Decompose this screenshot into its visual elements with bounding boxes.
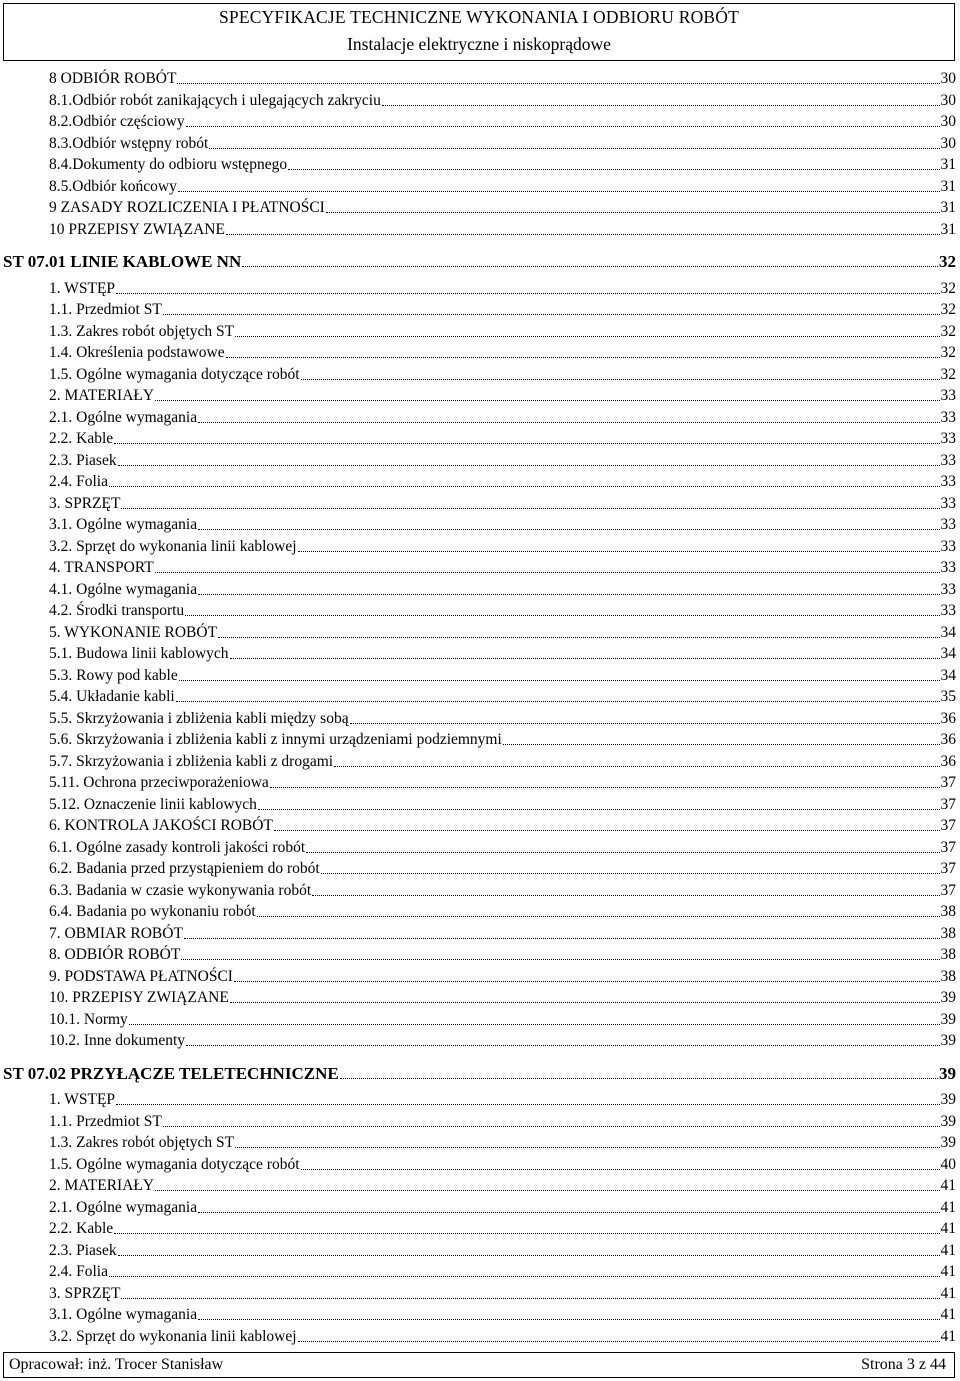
toc-entry-page: 37 (940, 795, 956, 813)
toc-entry-label: 8 ODBIÓR ROBÓT (49, 70, 177, 87)
toc-entry-label: 1.5. Ogólne wymagania dotyczące robót (49, 365, 300, 383)
toc-entry-page: 31 (940, 156, 956, 173)
toc-entry-page: 38 (940, 946, 956, 963)
toc-entry[interactable] (49, 772, 956, 792)
toc-entry-label: 8.4.Dokumenty do odbioru wstępnego (49, 156, 288, 173)
toc-entry-page: 39 (940, 1091, 956, 1108)
toc-entry-page: 33 (940, 494, 956, 512)
toc-entry-page: 36 (940, 731, 956, 748)
toc-entry-page: 30 (940, 113, 956, 130)
toc-entry-page: 41 (940, 1263, 956, 1280)
toc-entry-page: 37 (940, 774, 956, 791)
toc-section-entry[interactable] (3, 1062, 956, 1084)
toc-entry[interactable] (49, 1240, 956, 1260)
toc-entry-page: 39 (940, 1134, 956, 1151)
toc-entry-page: 39 (940, 1112, 956, 1130)
toc-entry[interactable] (49, 407, 956, 427)
toc-dot-leader (109, 1275, 940, 1277)
toc-entry-page: 32 (940, 344, 956, 361)
toc-entry-label: 2.1. Ogólne wymagania (49, 1198, 198, 1216)
toc-entry-page: 40 (940, 1155, 956, 1173)
toc-entry-label: 2. MATERIAŁY (49, 1177, 155, 1194)
toc-entry-label: 2.2. Kable (49, 1220, 114, 1237)
toc-entry-page: 39 (940, 1032, 956, 1049)
toc-entry-page: 33 (940, 602, 956, 619)
toc-dot-leader (274, 829, 940, 831)
toc-entry-page: 33 (940, 387, 956, 404)
toc-entry-label: 3. SPRZĘT (49, 1284, 121, 1302)
toc-dot-leader (177, 82, 939, 84)
toc-dot-leader (198, 593, 939, 595)
toc-entry-page: 39 (940, 1010, 956, 1028)
toc-dot-leader (270, 786, 940, 788)
toc-entry-label: 2.1. Ogólne wymagania (49, 408, 198, 426)
toc-dot-leader (226, 233, 940, 235)
toc-entry[interactable] (49, 686, 956, 706)
toc-dot-leader (321, 872, 940, 874)
toc-dot-leader (155, 1189, 939, 1191)
toc-entry-label: 2.4. Folia (49, 473, 108, 490)
toc-entry-label: 1. WSTĘP (49, 1091, 116, 1108)
toc-entry-label: 6. KONTROLA JAKOŚCI ROBÓT (49, 817, 273, 834)
toc-entry-page: 30 (940, 91, 956, 109)
toc-entry[interactable] (49, 579, 956, 599)
toc-entry-page: 37 (940, 860, 956, 877)
toc-entry-label: 1.4. Określenia podstawowe (49, 344, 225, 361)
toc-entry[interactable] (49, 1218, 956, 1238)
toc-entry-page: 39 (940, 989, 956, 1006)
toc-dot-leader (198, 528, 939, 530)
toc-dot-leader (185, 614, 939, 616)
toc-entry-label: 5.3. Rowy pod kable (49, 666, 178, 684)
toc-entry-label: 5.5. Skrzyżowania i zbliżenia kabli między sobą (49, 709, 349, 727)
toc-dot-leader (298, 550, 940, 552)
toc-dot-leader (235, 335, 939, 337)
toc-dot-leader (226, 356, 940, 358)
toc-entry-page: 32 (940, 279, 956, 297)
footer-page-number: Strona 3 z 44 (861, 1356, 946, 1373)
toc-entry-label: 3.1. Ogólne wymagania (49, 1306, 198, 1323)
toc-entry[interactable] (49, 987, 956, 1007)
toc-dot-leader (184, 937, 940, 939)
toc-dot-leader (179, 679, 940, 681)
toc-entry-label: 9 ZASADY ROZLICZENIA I PŁATNOŚCI (49, 199, 325, 216)
toc-entry-label: 5.7. Skrzyżowania i zbliżenia kabli z drogami (49, 752, 334, 770)
toc-entry[interactable] (49, 794, 956, 814)
toc-entry[interactable] (49, 219, 956, 239)
toc-entry-page: 38 (940, 967, 956, 985)
toc-entry-label: 2.3. Piasek (49, 1241, 117, 1259)
toc-dot-leader (155, 571, 940, 573)
toc-entry[interactable] (49, 471, 956, 491)
toc-entry-label: 5.6. Skrzyżowania i zbliżenia kabli z innymi urządzeniami podziemnymi (49, 731, 502, 748)
toc-entry[interactable] (49, 278, 956, 298)
toc-entry[interactable] (49, 536, 956, 556)
toc-entry-label: 5. WYKONANIE ROBÓT (49, 623, 218, 641)
toc-entry[interactable] (49, 557, 956, 577)
toc-entry-page: 33 (940, 408, 956, 426)
toc-entry-page: 37 (940, 838, 956, 856)
toc-entry[interactable] (49, 643, 956, 663)
toc-entry-label: 6.3. Badania w czasie wykonywania robót (49, 881, 312, 899)
toc-dot-leader (121, 1297, 939, 1299)
toc-entry[interactable] (49, 923, 956, 943)
toc-dot-leader (181, 958, 939, 960)
toc-dot-leader (114, 1232, 939, 1234)
toc-dot-leader (257, 915, 940, 917)
toc-dot-leader (382, 104, 940, 106)
toc-entry[interactable] (49, 1283, 956, 1303)
toc-entry-label: 9. PODSTAWA PŁATNOŚCI (49, 967, 233, 985)
toc-entry-page: 41 (940, 1327, 956, 1345)
toc-entry-label: 4.2. Środki transportu (49, 602, 185, 619)
toc-entry[interactable] (49, 364, 956, 384)
toc-dot-leader (178, 190, 940, 192)
toc-entry-page: 31 (940, 177, 956, 195)
toc-dot-leader (218, 636, 939, 638)
toc-entry-page: 41 (940, 1177, 956, 1194)
toc-entry[interactable] (49, 299, 956, 319)
toc-entry-label: 3.2. Sprzęt do wykonania linii kablowej (49, 1327, 297, 1345)
toc-entry-label: 10.1. Normy (49, 1010, 128, 1028)
toc-dot-leader (176, 700, 940, 702)
toc-entry-page: 36 (940, 752, 956, 770)
toc-entry[interactable] (49, 342, 956, 362)
toc-entry[interactable] (49, 68, 956, 88)
toc-entry-label: ST 07.01 LINIE KABLOWE NN (3, 252, 242, 271)
toc-dot-leader (198, 421, 939, 423)
toc-dot-leader (163, 1125, 940, 1127)
toc-entry[interactable] (49, 1154, 956, 1174)
toc-entry[interactable] (49, 944, 956, 964)
toc-dot-leader (234, 980, 940, 982)
toc-dot-leader (118, 464, 940, 466)
toc-dot-leader (209, 147, 939, 149)
toc-entry-label: 1.5. Ogólne wymagania dotyczące robót (49, 1155, 300, 1173)
toc-entry-label: 2.2. Kable (49, 430, 114, 447)
toc-entry-page: 34 (940, 666, 956, 684)
toc-dot-leader (235, 1146, 939, 1148)
toc-entry-label: 1.3. Zakres robót objętych ST (49, 1134, 235, 1151)
toc-entry[interactable] (49, 176, 956, 196)
toc-dot-leader (334, 765, 939, 767)
toc-entry-label: 3.1. Ogólne wymagania (49, 516, 198, 533)
toc-entry-page: 33 (940, 580, 956, 598)
toc-entry-page: 31 (940, 220, 956, 238)
toc-entry-page: 41 (940, 1284, 956, 1302)
toc-entry[interactable] (49, 1089, 956, 1109)
toc-entry[interactable] (49, 858, 956, 878)
toc-entry-label: 1.1. Przedmiot ST (49, 301, 162, 318)
toc-dot-leader (312, 894, 939, 896)
toc-dot-leader (198, 1318, 939, 1320)
toc-dot-leader (186, 125, 940, 127)
toc-entry[interactable] (49, 111, 956, 131)
page-footer (3, 1352, 955, 1378)
toc-entry[interactable] (49, 751, 956, 771)
toc-entry[interactable] (49, 622, 956, 642)
toc-dot-leader (326, 211, 940, 213)
toc-entry[interactable] (49, 1009, 956, 1029)
toc-entry[interactable] (49, 729, 956, 749)
toc-entry-label: 8.3.Odbiór wstępny robót (49, 134, 209, 152)
toc-entry-label: 8.2.Odbiór częściowy (49, 113, 185, 130)
toc-entry-page: 33 (940, 516, 956, 533)
toc-entry-label: 5.12. Oznaczenie linii kablowych (49, 795, 257, 813)
toc-dot-leader (350, 722, 940, 724)
toc-entry[interactable] (49, 665, 956, 685)
toc-entry[interactable] (49, 1326, 956, 1346)
toc-dot-leader (306, 851, 939, 853)
toc-entry[interactable] (49, 1175, 956, 1195)
toc-entry[interactable] (49, 1197, 956, 1217)
toc-entry-label: 2.4. Folia (49, 1263, 108, 1280)
toc-entry[interactable] (49, 90, 956, 110)
toc-entry-page: 32 (940, 322, 956, 340)
toc-entry-page: 34 (940, 645, 956, 662)
toc-entry[interactable] (49, 837, 956, 857)
toc-entry-label: 5.4. Układanie kabli (49, 688, 175, 705)
toc-entry[interactable] (49, 514, 956, 534)
document-subtitle: Instalacje elektryczne i niskoprądowe (347, 34, 611, 54)
toc-dot-leader (258, 808, 940, 810)
toc-dot-leader (198, 1211, 939, 1213)
toc-dot-leader (230, 1001, 940, 1003)
toc-entry[interactable] (49, 321, 956, 341)
toc-entry-page: 30 (940, 134, 956, 152)
toc-dot-leader (298, 1340, 940, 1342)
toc-entry-page: 37 (940, 881, 956, 899)
toc-entry-label: 1. WSTĘP (49, 279, 116, 297)
toc-entry-page: 32 (939, 252, 956, 271)
toc-dot-leader (121, 507, 939, 509)
toc-entry-page: 38 (940, 924, 956, 942)
toc-entry-label: ST 07.02 PRZYŁĄCZE TELETECHNICZNE (3, 1063, 339, 1083)
toc-entry[interactable] (49, 1132, 956, 1152)
toc-entry-label: 1.3. Zakres robót objętych ST (49, 322, 235, 340)
toc-dot-leader (242, 265, 938, 267)
toc-entry-label: 6.4. Badania po wykonaniu robót (49, 903, 256, 920)
toc-entry-label: 7. OBMIAR ROBÓT (49, 924, 183, 942)
toc-dot-leader (114, 442, 939, 444)
toc-entry-label: 2. MATERIAŁY (49, 387, 155, 404)
toc-entry-label: 6.2. Badania przed przystąpieniem do robót (49, 860, 320, 877)
toc-dot-leader (109, 485, 940, 487)
toc-entry[interactable] (49, 600, 956, 620)
toc-entry-page: 35 (940, 688, 956, 705)
toc-dot-leader (503, 743, 940, 745)
toc-dot-leader (129, 1023, 940, 1025)
toc-dot-leader (288, 168, 939, 170)
toc-entry-label: 8.5.Odbiór końcowy (49, 177, 177, 195)
toc-entry[interactable] (49, 450, 956, 470)
toc-entry-page: 41 (940, 1220, 956, 1237)
toc-entry[interactable] (49, 133, 956, 153)
toc-entry[interactable] (49, 966, 956, 986)
toc-dot-leader (116, 1103, 939, 1105)
toc-entry-label: 8. ODBIÓR ROBÓT (49, 946, 181, 963)
toc-entry-page: 33 (940, 430, 956, 447)
toc-entry-page: 33 (940, 559, 956, 576)
toc-entry-label: 2.3. Piasek (49, 451, 117, 469)
toc-entry[interactable] (49, 428, 956, 448)
toc-entry-label: 4.1. Ogólne wymagania (49, 580, 198, 598)
toc-entry[interactable] (49, 385, 956, 405)
toc-entry-page: 30 (940, 70, 956, 87)
toc-entry[interactable] (49, 880, 956, 900)
toc-dot-leader (340, 1077, 938, 1079)
toc-dot-leader (116, 292, 939, 294)
toc-entry-page: 39 (939, 1063, 956, 1083)
toc-entry-page: 38 (940, 903, 956, 920)
toc-entry-label: 5.11. Ochrona przeciwporażeniowa (49, 774, 269, 791)
toc-dot-leader (301, 1168, 940, 1170)
toc-entry-label: 10 PRZEPISY ZWIĄZANE (49, 220, 225, 238)
toc-entry[interactable] (49, 1030, 956, 1050)
toc-entry[interactable] (49, 708, 956, 728)
footer-author: Opracował: inż. Trocer Stanisław (9, 1356, 224, 1373)
toc-section-entry[interactable] (3, 250, 956, 272)
toc-dot-leader (118, 1254, 940, 1256)
toc-dot-leader (163, 313, 940, 315)
toc-entry-page: 41 (940, 1306, 956, 1323)
toc-entry[interactable] (49, 1304, 956, 1324)
toc-entry[interactable] (49, 154, 956, 174)
toc-entry-label: 10.2. Inne dokumenty (49, 1032, 186, 1049)
toc-entry-label: 10. PRZEPISY ZWIĄZANE (49, 989, 229, 1006)
toc-entry-label: 1.1. Przedmiot ST (49, 1112, 162, 1130)
toc-dot-leader (230, 657, 940, 659)
toc-entry[interactable] (49, 815, 956, 835)
toc-entry-page: 33 (940, 473, 956, 490)
toc-entry[interactable] (49, 197, 956, 217)
toc-dot-leader (155, 399, 939, 401)
toc-entry-label: 6.1. Ogólne zasady kontroli jakości robót (49, 838, 306, 856)
toc-entry-label: 4. TRANSPORT (49, 559, 154, 576)
toc-entry-page: 32 (940, 301, 956, 318)
toc-dot-leader (301, 378, 940, 380)
toc-entry-page: 34 (940, 623, 956, 641)
toc-entry-label: 3. SPRZĘT (49, 494, 121, 512)
document-title: SPECYFIKACJE TECHNICZNE WYKONANIA I ODBIORU ROBÓT (218, 7, 740, 27)
toc-entry-page: 31 (940, 199, 956, 216)
toc-entry-page: 32 (940, 365, 956, 383)
toc-entry[interactable] (49, 1261, 956, 1281)
toc-dot-leader (186, 1044, 939, 1046)
toc-entry-page: 41 (940, 1198, 956, 1216)
toc-entry-label: 8.1.Odbiór robót zanikających i ulegających zakryciu (49, 91, 381, 109)
toc-entry-label: 3.2. Sprzęt do wykonania linii kablowej (49, 537, 297, 555)
toc-entry[interactable] (49, 1111, 956, 1131)
toc-entry[interactable] (49, 901, 956, 921)
toc-entry-page: 33 (940, 537, 956, 555)
toc-entry[interactable] (49, 493, 956, 513)
toc-entry-page: 36 (940, 709, 956, 727)
toc-entry-page: 41 (940, 1241, 956, 1259)
toc-entry-page: 33 (940, 451, 956, 469)
toc-entry-label: 5.1. Budowa linii kablowych (49, 645, 229, 662)
toc-entry-page: 37 (940, 817, 956, 834)
